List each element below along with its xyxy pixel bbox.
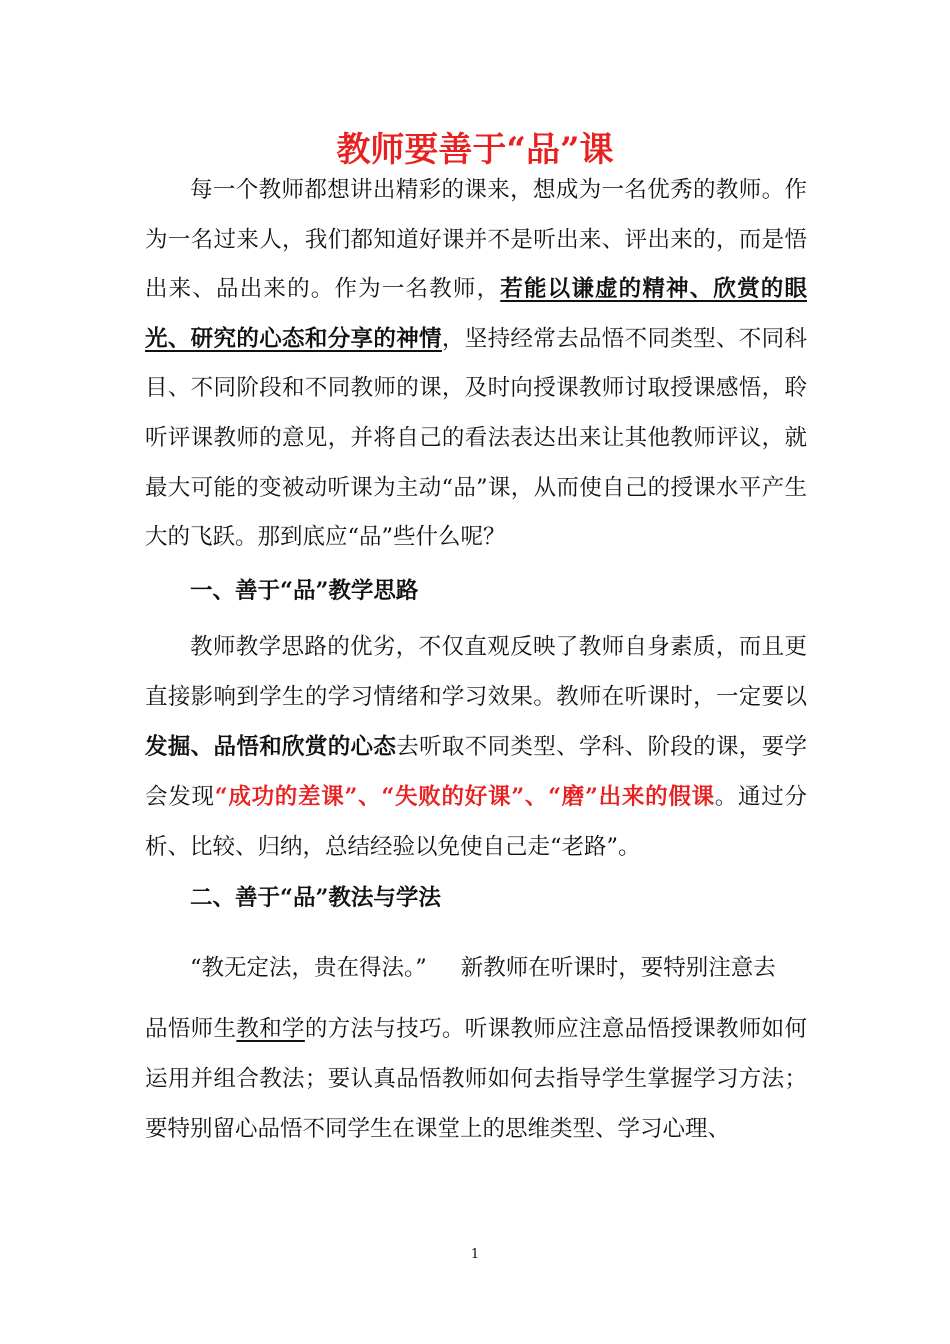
intro-emphasis: 若能以谦虚的精神、欣赏的眼光、研究的心态和分享的神情	[145, 276, 807, 352]
paragraph-methods-continued	[145, 1004, 807, 1154]
methods-text-2: 品悟师生	[145, 1016, 237, 1042]
methods-quote: “教无定法，贵在得法。”	[190, 955, 427, 981]
methods-text-3: 的方法与技巧。听课教师应注意品悟授课教师如何运用并组合教法；要认真品悟教师如何去指导学生掌握学习方法；要特别留心品悟不同学生在课堂上的思维类型、学习心理、	[145, 1016, 807, 1142]
approach-text-1: 教师教学思路的优劣，不仅直观反映了教师自身素质，而且更直接影响到学生的学习情绪和学习效果。教师在听课时，一定要以	[145, 634, 807, 710]
intro-text-2: ，坚持经常去品悟不同类型、不同科目、不同阶段和不同教师的课，及时向授课教师讨取授课感悟，聆听评课教师的意见，并将自己的看法表达出来让其他教师评议，就最大可能的变被动听课为主动“品”课，从而使自己的授课水平产生大的飞跃。那到底应“品”些什么呢？	[145, 325, 807, 551]
section-heading-1: 一、善于“品”教学思路	[190, 578, 419, 604]
approach-emphasis: 发掘、品悟和欣赏的心态	[145, 734, 397, 760]
document-title: 教师要善于“品”课	[336, 130, 614, 170]
section-heading-2: 二、善于“品”教法与学法	[190, 885, 441, 911]
paragraph-teaching-approach	[145, 622, 807, 872]
methods-underlined: 教和学	[236, 1016, 305, 1042]
methods-text-1: 新教师在听课时，要特别注意去	[460, 955, 776, 981]
approach-text-3: 。通过分析、比较、归纳，总结经验以免使自己走“老路”。	[145, 784, 807, 860]
paragraph-intro	[145, 166, 807, 563]
approach-text-2: 去听取不同类型、学科、阶段的课，要学会发现	[145, 734, 807, 810]
page-number: 1	[470, 1247, 480, 1262]
intro-text-1: 每一个教师都想讲出精彩的课来，想成为一名优秀的教师。作为一名过来人，我们都知道好课并不是听出来、评出来的，而是悟出来、品出来的。作为一名教师，	[145, 177, 807, 303]
paragraph-methods-first-line	[145, 944, 807, 992]
approach-red-emphasis: “成功的差课”、“失败的好课”、“磨”出来的假课	[214, 784, 715, 810]
